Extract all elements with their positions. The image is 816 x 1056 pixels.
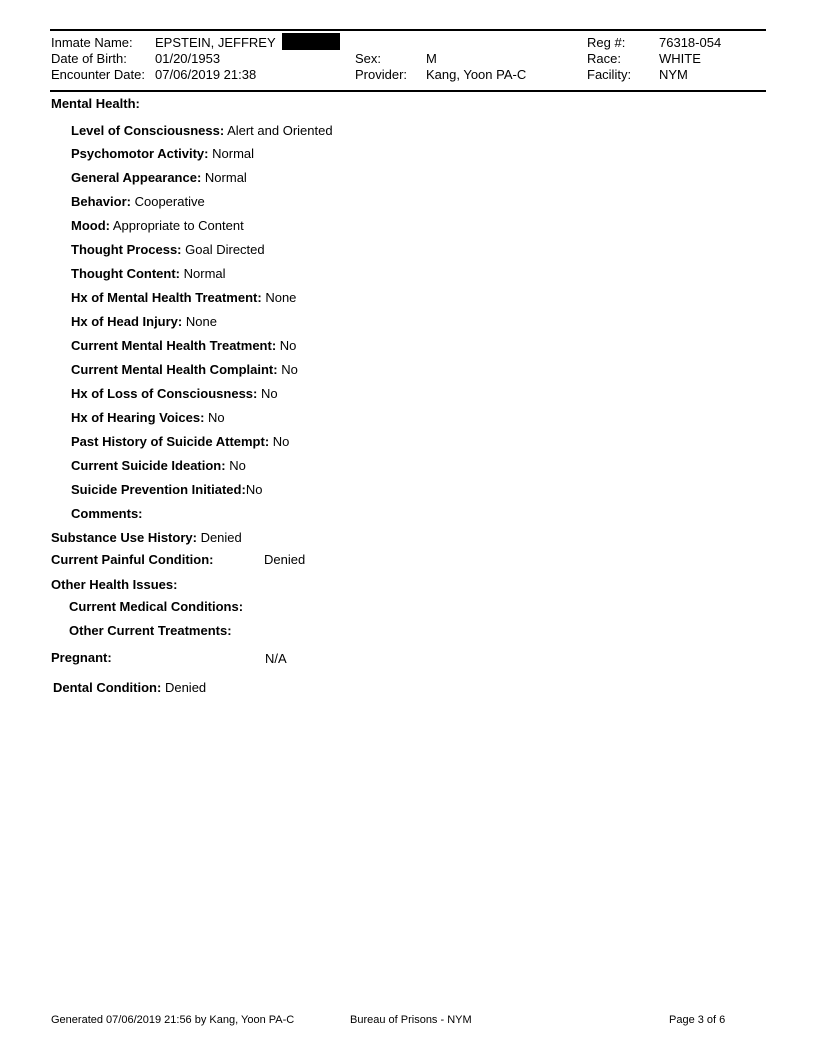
mh-item-label: Comments:	[71, 506, 143, 521]
other-current-treatments-label: Other Current Treatments:	[69, 623, 232, 638]
mh-item-label: Past History of Suicide Attempt:	[71, 434, 270, 449]
mh-item	[71, 314, 217, 329]
sex-label: Sex:	[355, 51, 382, 66]
substance-use-value: Denied	[200, 530, 242, 545]
mh-item-label: Psychomotor Activity:	[71, 146, 209, 161]
mh-item-label: Current Mental Health Complaint:	[71, 362, 278, 377]
pregnant-label: Pregnant:	[51, 650, 112, 665]
mh-item	[71, 290, 296, 305]
mh-item	[71, 434, 289, 449]
mh-item-label: Behavior:	[71, 194, 131, 209]
encounter-date-label: Encounter Date:	[51, 67, 145, 82]
mh-item-value: Appropriate to Content	[112, 218, 244, 233]
mh-item-label: Suicide Prevention Initiated:	[71, 482, 246, 497]
mh-item-label: Hx of Mental Health Treatment:	[71, 290, 262, 305]
footer-generated: Generated 07/06/2019 21:56 by Kang, Yoon PA-C	[51, 1014, 295, 1026]
mh-item-label: Thought Process:	[71, 242, 182, 257]
footer-bureau: Bureau of Prisons - NYM	[350, 1014, 472, 1026]
mh-item	[71, 362, 298, 377]
mh-item	[71, 386, 278, 401]
mh-item	[71, 482, 262, 497]
mental-health-title: Mental Health:	[51, 96, 140, 111]
mh-item-label: Current Mental Health Treatment:	[71, 338, 277, 353]
footer-page-number: Page 3 of 6	[669, 1014, 726, 1026]
mh-item	[71, 170, 247, 185]
other-health-title: Other Health Issues:	[51, 577, 178, 592]
mh-item-label: Thought Content:	[71, 266, 181, 281]
mh-item-value: No	[281, 362, 298, 377]
mh-item-value: No	[261, 386, 278, 401]
dob-value: 01/20/1953	[155, 51, 221, 66]
race-label: Race:	[587, 51, 621, 66]
mh-item-value: No	[208, 410, 225, 425]
mh-item-value: Alert and Oriented	[227, 123, 333, 138]
dental-condition-label: Dental Condition:	[53, 680, 162, 695]
mh-item	[71, 218, 244, 233]
painful-condition-value: Denied	[264, 552, 306, 567]
mh-item-value: Cooperative	[134, 194, 205, 209]
header-top-rule	[50, 29, 766, 31]
dental-condition-value: Denied	[164, 680, 207, 695]
reg-value: 76318-054	[659, 35, 722, 50]
mh-item	[71, 338, 296, 353]
inmate-name-value: EPSTEIN, JEFFREY	[155, 35, 276, 50]
redaction-box	[282, 33, 340, 50]
current-medical-conditions-label: Current Medical Conditions:	[69, 599, 244, 614]
mh-item-value: Normal	[204, 170, 247, 185]
mh-item-label: Mood:	[71, 218, 110, 233]
painful-condition-label: Current Painful Condition:	[51, 552, 214, 567]
substance-use-label: Substance Use History:	[51, 530, 197, 545]
mh-item-value: No	[272, 434, 290, 449]
mh-item-label: Hx of Hearing Voices:	[71, 410, 205, 425]
encounter-date-value: 07/06/2019 21:38	[155, 67, 257, 82]
mh-item-value: Normal	[183, 266, 226, 281]
sex-value: M	[426, 51, 437, 66]
dob-label: Date of Birth:	[51, 51, 127, 66]
provider-value: Kang, Yoon PA-C	[426, 67, 527, 82]
mh-item-label: Current Suicide Ideation:	[71, 458, 226, 473]
pregnant-value: N/A	[265, 651, 287, 666]
mh-item-value: Normal	[212, 146, 255, 161]
mh-item-value: No	[245, 482, 263, 497]
dental-condition-row	[53, 680, 206, 695]
mh-item	[71, 146, 254, 161]
mh-item-value: No	[229, 458, 246, 473]
provider-label: Provider:	[355, 67, 408, 82]
mh-item	[71, 458, 246, 473]
header-bottom-rule	[50, 90, 766, 92]
facility-label: Facility:	[587, 67, 632, 82]
mh-item	[71, 266, 226, 281]
mh-item-value: No	[279, 338, 297, 353]
reg-label: Reg #:	[587, 35, 626, 50]
substance-use-row	[51, 530, 242, 545]
mh-item-label: Level of Consciousness:	[71, 123, 225, 138]
mh-item-label: General Appearance:	[71, 170, 202, 185]
mh-item	[71, 506, 143, 521]
mh-item	[71, 410, 225, 425]
mh-item-label: Hx of Head Injury:	[71, 314, 183, 329]
mh-item-value: None	[185, 314, 217, 329]
mh-item-value: Goal Directed	[185, 242, 265, 257]
mh-item	[71, 194, 205, 209]
race-value: WHITE	[659, 51, 701, 66]
inmate-name-label: Inmate Name:	[51, 35, 133, 50]
mh-item	[71, 242, 265, 257]
mh-item-label: Hx of Loss of Consciousness:	[71, 386, 258, 401]
mh-item	[71, 123, 333, 138]
facility-value: NYM	[659, 67, 688, 82]
mh-item-value: None	[265, 290, 297, 305]
